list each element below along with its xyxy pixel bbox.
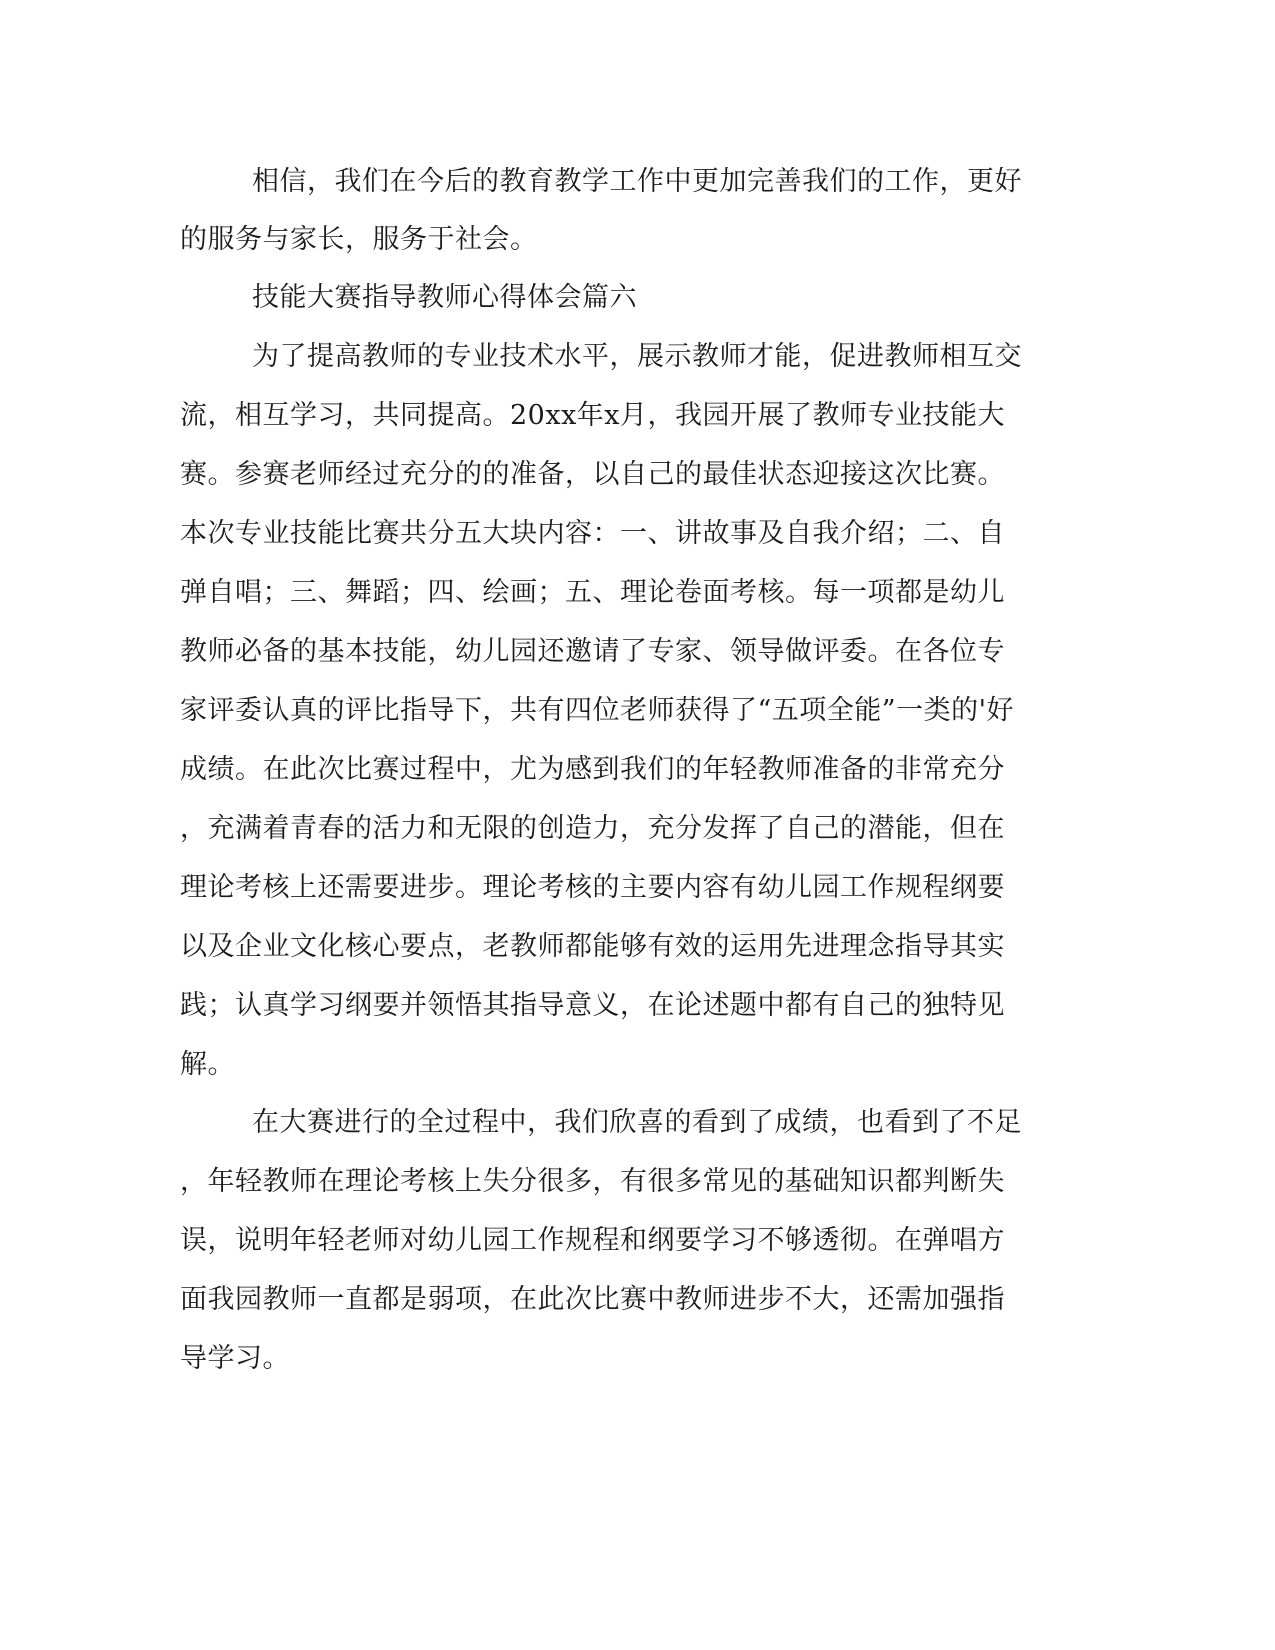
paragraph-line: 在大赛进行的全过程中，我们欣喜的看到了成绩，也看到了不足 bbox=[252, 1107, 1022, 1138]
paragraph-line: 弹自唱；三、舞蹈；四、绘画；五、理论卷面考核。每一项都是幼儿 bbox=[180, 577, 1005, 608]
paragraph-line: 的服务与家长，服务于社会。 bbox=[180, 224, 538, 255]
paragraph-line: 以及企业文化核心要点，老教师都能够有效的运用先进理念指导其实 bbox=[180, 931, 1005, 962]
paragraph-line: ，年轻教师在理论考核上失分很多，有很多常见的基础知识都判断失 bbox=[180, 1166, 1005, 1197]
paragraph-line: ，充满着青春的活力和无限的创造力，充分发挥了自己的潜能，但在 bbox=[180, 813, 1005, 844]
paragraph-line: 面我园教师一直都是弱项，在此次比赛中教师进步不大，还需加强指 bbox=[180, 1284, 1005, 1315]
paragraph-line: 导学习。 bbox=[180, 1343, 290, 1374]
paragraph-line: 成绩。在此次比赛过程中，尤为感到我们的年轻教师准备的非常充分 bbox=[180, 754, 1005, 785]
paragraph-line: 教师必备的基本技能，幼儿园还邀请了专家、领导做评委。在各位专 bbox=[180, 636, 1005, 667]
paragraph-line: 理论考核上还需要进步。理论考核的主要内容有幼儿园工作规程纲要 bbox=[180, 872, 1005, 903]
paragraph-line: 误，说明年轻老师对幼儿园工作规程和纲要学习不够透彻。在弹唱方 bbox=[180, 1225, 1005, 1256]
paragraph-line: 为了提高教师的专业技术水平，展示教师才能，促进教师相互交 bbox=[252, 341, 1022, 372]
paragraph-line: 践；认真学习纲要并领悟其指导意义，在论述题中都有自己的独特见 bbox=[180, 990, 1005, 1021]
paragraph-line: 赛。参赛老师经过充分的的准备，以自己的最佳状态迎接这次比赛。 bbox=[180, 459, 1005, 490]
paragraph-line: 流，相互学习，共同提高。20xx年x月，我园开展了教师专业技能大 bbox=[180, 400, 1006, 431]
paragraph-line: 相信，我们在今后的教育教学工作中更加完善我们的工作，更好 bbox=[252, 166, 1022, 197]
paragraph-line: 本次专业技能比赛共分五大块内容：一、讲故事及自我介绍；二、自 bbox=[180, 518, 1005, 549]
paragraph-line: 解。 bbox=[180, 1049, 235, 1080]
section-heading: 技能大赛指导教师心得体会篇六 bbox=[252, 282, 637, 313]
paragraph-line: 家评委认真的评比指导下，共有四位老师获得了“五项全能”一类的'好 bbox=[180, 695, 1015, 726]
